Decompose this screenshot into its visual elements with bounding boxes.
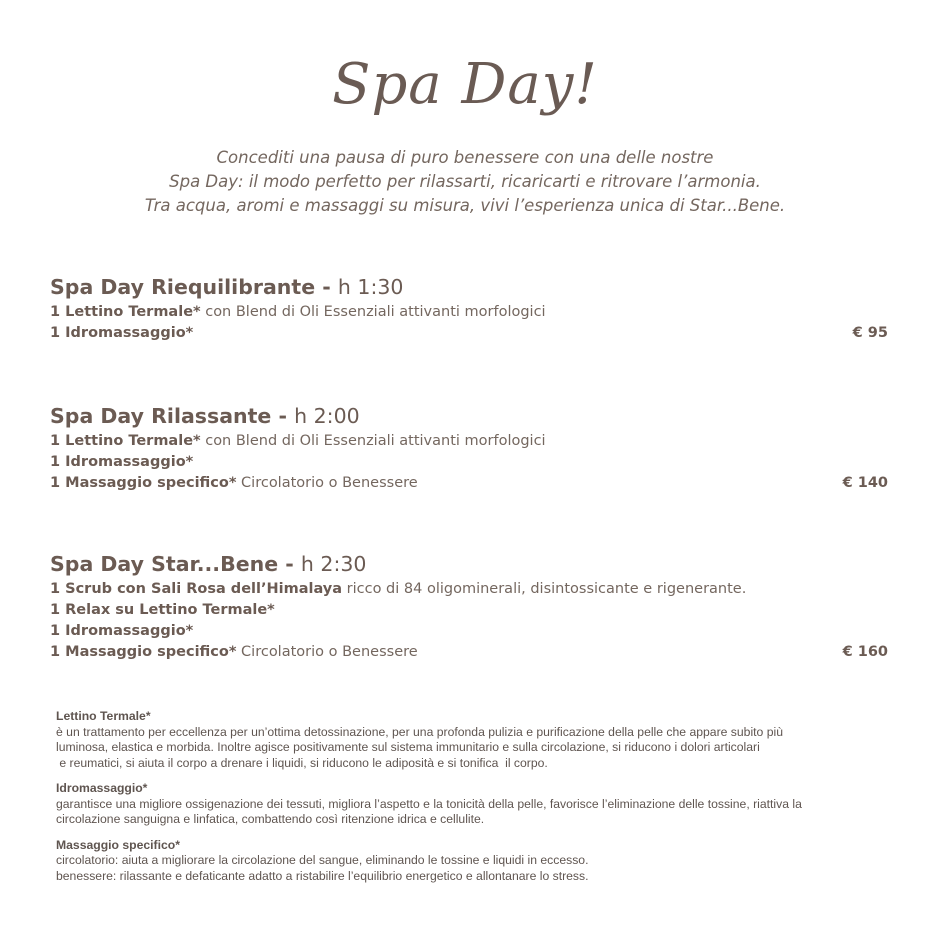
package-duration: h 2:00: [294, 404, 360, 428]
page-title: Spa Day!: [332, 52, 598, 117]
note-line: luminosa, elastica e morbida. Inoltre agisce positivamente sul sistema immunitario e sulla circolazione, si riducono i dolori articolari: [56, 740, 760, 754]
package-name: Spa Day Star...Bene -: [50, 552, 301, 576]
item-name: 1 Massaggio specifico*: [50, 644, 237, 660]
item-detail: Circolatorio o Benessere: [236, 475, 418, 491]
item-detail: con Blend di Oli Essenziali attivanti morfologici: [200, 304, 546, 320]
note-heading: Lettino Termale*: [56, 709, 151, 723]
item-name: 1 Idromassaggio*: [50, 623, 194, 639]
package-item: [50, 600, 890, 621]
item-name: 1 Idromassaggio*: [50, 454, 194, 470]
item-name: 1 Relax su Lettino Termale*: [50, 602, 275, 618]
intro-line: Concediti una pausa di puro benessere con una delle nostre: [216, 148, 714, 167]
package-item: [50, 579, 890, 600]
package-price: € 160: [842, 644, 888, 660]
item-name: 1 Scrub con Sali Rosa dell’Himalaya: [50, 581, 343, 597]
note-line: benessere: rilassante e defaticante adatto a ristabilire l’equilibrio energetico e allontanare lo stress.: [56, 868, 589, 883]
item-name: 1 Lettino Termale*: [50, 433, 201, 449]
package-item: [50, 621, 890, 642]
package-title: [50, 401, 890, 431]
item-detail: Circolatorio o Benessere: [236, 644, 418, 660]
package-item: [50, 302, 890, 323]
package-riequilibrante: [50, 272, 890, 344]
note-line: circolatorio: aiuta a migliorare la circolazione del sangue, eliminando le tossine e liquidi in eccesso.: [56, 853, 589, 867]
note-heading: Idromassaggio*: [56, 781, 148, 795]
intro-text: [0, 146, 930, 218]
item-name: 1 Idromassaggio*: [50, 325, 194, 341]
footnotes: [56, 709, 876, 894]
package-item: [50, 452, 890, 473]
package-name: Spa Day Rilassante -: [50, 404, 295, 428]
item-name: 1 Lettino Termale*: [50, 304, 201, 320]
note-line: garantisce una migliore ossigenazione dei tessuti, migliora l’aspetto e la tonicità della pelle, favorisce l’eliminazione delle tossine, riattiva la: [56, 796, 802, 811]
package-title: [50, 549, 890, 579]
note-lettino-termale: [56, 709, 876, 771]
package-duration: h 2:30: [300, 552, 367, 576]
package-name: Spa Day Riequilibrante -: [50, 275, 338, 299]
note-line: è un trattamento per eccellenza per un’ottima detossinazione, per una profonda pulizia e purificazione della pelle che appare subito più: [56, 724, 783, 739]
item-detail: con Blend di Oli Essenziali attivanti morfologici: [200, 433, 546, 449]
intro-line: Tra acqua, aromi e massaggi su misura, vivi l’esperienza unica di Star...Bene.: [144, 196, 786, 215]
package-star-bene: [50, 549, 890, 663]
note-massaggio-specifico: [56, 838, 876, 885]
package-item: [50, 473, 890, 494]
note-heading: Massaggio specifico*: [56, 837, 180, 852]
package-title: [50, 272, 890, 302]
package-item: [50, 323, 890, 344]
note-line: e reumatici, si aiuta il corpo a drenare i liquidi, si riducono le adiposità e si tonifica il corpo.: [56, 755, 548, 770]
package-price: € 140: [842, 475, 888, 491]
package-duration: h 1:30: [337, 275, 404, 299]
package-item: [50, 642, 890, 663]
note-idromassaggio: [56, 781, 876, 828]
package-item: [50, 431, 890, 452]
note-line: circolazione sanguigna e linfatica, combattendo così ritenzione idrica e cellulite.: [56, 812, 485, 826]
intro-line: Spa Day: il modo perfetto per rilassarti, ricaricarti e ritrovare l’armonia.: [169, 172, 761, 191]
package-price: € 95: [852, 325, 888, 341]
item-detail: ricco di 84 oligominerali, disintossicante e rigenerante.: [342, 581, 747, 597]
package-rilassante: [50, 401, 890, 494]
item-name: 1 Massaggio specifico*: [50, 475, 237, 491]
